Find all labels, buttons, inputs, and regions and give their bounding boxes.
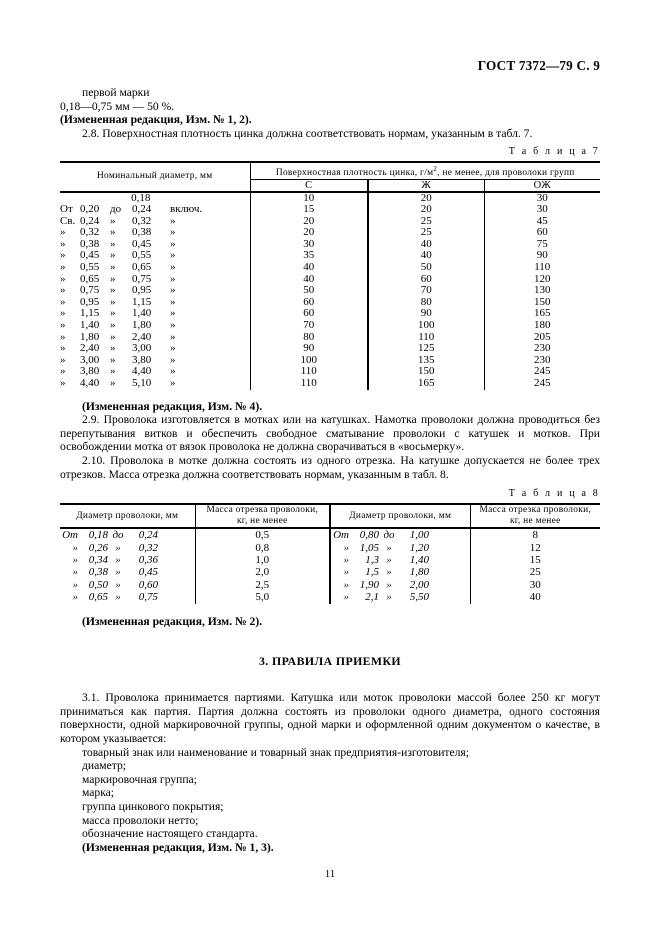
cell-diameter-value: 0,18 — [131, 191, 151, 204]
clause-2-10: 2.10. Проволока в мотке должна состоять из одного отрезка. На катушке допускается не более трех отрезков. Масса отрезка должна соответствовать нормам, указанным в табл. 8. — [60, 453, 600, 481]
cell-diameter-to: 0,24 — [132, 203, 152, 216]
cell-diameter-prefix: » — [72, 553, 78, 566]
list-item: масса проволоки нетто; — [82, 813, 199, 827]
cell-diameter-suffix: включ. — [170, 203, 203, 216]
cell-density-ozh: 110 — [484, 262, 600, 274]
cell-density-zh: 40 — [368, 239, 484, 251]
list-item: товарный знак или наименование и товарный знак предприятия-изготовителя; — [82, 745, 469, 759]
cell-density-ozh: 75 — [484, 239, 600, 251]
cell-diameter-sep: » — [110, 226, 116, 239]
table-7-caption: Т а б л и ц а 7 — [508, 146, 600, 158]
superscript-2: 2 — [433, 164, 438, 173]
cell-diameter-from: 1,15 — [80, 307, 100, 320]
table-row — [60, 320, 600, 332]
cell-diameter-prefix: » — [60, 272, 66, 285]
cell-diameter-2 — [330, 542, 470, 554]
cell-diameter-suffix: » — [170, 261, 176, 274]
cell-density-c: 20 — [250, 216, 368, 228]
cell-density-zh: 100 — [368, 320, 484, 332]
cell-diameter-to: 1,15 — [132, 295, 152, 308]
page-number: 11 — [324, 868, 336, 881]
cell-mass-2: 30 — [470, 579, 600, 591]
cell-diameter-1 — [60, 591, 195, 603]
cell-density-zh: 90 — [368, 308, 484, 320]
cell-diameter-prefix: Св. — [60, 214, 76, 227]
cell-diameter-to: 0,45 — [132, 237, 152, 250]
cell-diameter-from: 1,05 — [359, 541, 379, 554]
cell-diameter-sep: » — [115, 566, 121, 579]
cell-density-c: 80 — [250, 332, 368, 344]
cell-diameter-sep: » — [386, 591, 392, 604]
intro-line-2: 0,18—0,75 мм — 50 %. — [60, 99, 175, 113]
table-7-head — [60, 162, 600, 191]
cell-density-c: 40 — [250, 274, 368, 286]
table-7-body — [60, 192, 600, 390]
cell-diameter-from: 1,90 — [359, 578, 379, 591]
cell-mass-2: 25 — [470, 566, 600, 578]
table-8-caption: Т а б л и ц а 8 — [508, 488, 600, 500]
cell-diameter-to: 4,40 — [132, 365, 152, 378]
cell-diameter-to: 0,55 — [132, 249, 152, 262]
cell-density-c: 70 — [250, 320, 368, 332]
cell-diameter-sep: » — [386, 578, 392, 591]
cell-mass-2: 15 — [470, 554, 600, 566]
table-row — [60, 591, 600, 603]
cell-diameter-from: 4,40 — [80, 377, 100, 389]
cell-diameter-suffix: » — [170, 272, 176, 285]
table-7 — [60, 161, 600, 389]
cell-mass-1: 0,8 — [195, 542, 330, 554]
cell-diameter — [60, 262, 250, 274]
cell-diameter-to: 0,38 — [132, 226, 152, 239]
list-item: маркировочная группа; — [82, 772, 197, 786]
cell-diameter-from: 0,50 — [88, 578, 108, 591]
cell-density-ozh: 150 — [484, 297, 600, 309]
list-item: группа цинкового покрытия; — [82, 799, 224, 813]
table-7-col-ozh: ОЖ — [484, 179, 600, 192]
cell-density-ozh: 180 — [484, 320, 600, 332]
cell-diameter-prefix: » — [60, 284, 66, 297]
cell-mass-2: 12 — [470, 542, 600, 554]
table-row — [60, 528, 600, 541]
clause-2-9: 2.9. Проволока изготовляется в мотках или на катушках. Намотка проволоки должна проводиться без перепутывания витков и обеспечить свободное сматывание проволоки с катушек и мотков. При освобождении мотка от вязок проволока не должна сворачиваться в «восьмерку». — [60, 413, 600, 454]
cell-density-c: 30 — [250, 239, 368, 251]
cell-diameter-to: 1,80 — [409, 566, 429, 579]
cell-diameter-2 — [330, 528, 470, 541]
cell-diameter-1 — [60, 566, 195, 578]
cell-diameter-from: 0,32 — [80, 226, 100, 239]
cell-density-c: 15 — [250, 204, 368, 216]
cell-diameter-to: 1,40 — [409, 553, 429, 566]
cell-diameter-1 — [60, 579, 195, 591]
table-8-head — [60, 504, 600, 528]
cell-diameter-sep: » — [110, 365, 116, 378]
cell-diameter-to: 0,36 — [138, 553, 158, 566]
cell-diameter-prefix: » — [60, 261, 66, 274]
cell-diameter-sep: » — [110, 353, 116, 366]
cell-density-ozh: 130 — [484, 285, 600, 297]
cell-diameter-prefix: » — [72, 591, 78, 604]
cell-diameter-from: 3,80 — [80, 365, 100, 378]
table-8 — [60, 503, 600, 603]
cell-diameter-suffix: » — [170, 307, 176, 320]
table-8-col-mass-1 — [195, 504, 330, 528]
cell-density-c: 100 — [250, 355, 368, 367]
cell-diameter-sep: » — [110, 249, 116, 262]
cell-diameter-suffix: » — [170, 377, 176, 389]
cell-mass-2: 8 — [470, 528, 600, 541]
cell-diameter-from: 0,55 — [80, 261, 100, 274]
cell-diameter-from: 0,38 — [88, 566, 108, 579]
middle-block — [60, 400, 600, 482]
cell-diameter-from: 1,3 — [365, 553, 379, 566]
amendment-note-1-3: (Измененная редакция, Изм. № 1, 3). — [82, 840, 274, 854]
table-8-col-mass-1-line2: кг, не менее — [236, 516, 288, 527]
cell-diameter-1 — [60, 542, 195, 554]
cell-diameter-prefix: » — [343, 553, 349, 566]
cell-density-c: 60 — [250, 308, 368, 320]
table-row — [60, 566, 600, 578]
cell-diameter-suffix: » — [170, 284, 176, 297]
cell-diameter-prefix: От — [333, 529, 349, 542]
table-8-body — [60, 528, 600, 603]
table-8-col-diameter-1: Диаметр проволоки, мм — [60, 504, 195, 528]
cell-mass-1: 2,0 — [195, 566, 330, 578]
cell-diameter-sep: » — [110, 307, 116, 320]
cell-density-zh: 50 — [368, 262, 484, 274]
cell-diameter-sep: до — [112, 529, 124, 542]
cell-diameter-from: 1,80 — [80, 330, 100, 343]
table-7-col-c: С — [250, 179, 368, 192]
cell-density-c: 110 — [250, 378, 368, 390]
cell-diameter-sep: » — [386, 566, 392, 579]
cell-diameter-prefix: » — [60, 353, 66, 366]
table-row — [60, 262, 600, 274]
cell-diameter-sep: » — [115, 553, 121, 566]
cell-diameter-sep: » — [115, 591, 121, 604]
cell-diameter-from: 0,24 — [80, 214, 100, 227]
section-3-title: 3. ПРАВИЛА ПРИЕМКИ — [259, 654, 401, 669]
cell-diameter-from: 0,95 — [80, 295, 100, 308]
cell-density-c: 10 — [250, 192, 368, 205]
cell-density-ozh: 245 — [484, 366, 600, 378]
cell-density-zh: 60 — [368, 274, 484, 286]
cell-diameter-from: 0,45 — [80, 249, 100, 262]
table-row — [60, 579, 600, 591]
cell-mass-2: 40 — [470, 591, 600, 603]
cell-diameter-sep: » — [110, 377, 116, 389]
cell-diameter-sep: до — [110, 203, 122, 216]
cell-diameter-sep: » — [110, 214, 116, 227]
cell-diameter-from: 1,40 — [80, 319, 100, 332]
cell-diameter-suffix: » — [170, 237, 176, 250]
cell-diameter-suffix: » — [170, 319, 176, 332]
cell-diameter-1 — [60, 554, 195, 566]
cell-diameter-prefix: » — [343, 591, 349, 604]
cell-diameter-to: 5,10 — [132, 377, 152, 389]
cell-diameter-from: 1,5 — [365, 566, 379, 579]
cell-diameter-sep: » — [115, 541, 121, 554]
cell-diameter-sep: » — [110, 261, 116, 274]
cell-diameter — [60, 378, 250, 390]
cell-diameter-to: 0,95 — [132, 284, 152, 297]
table-8-col-mass-1-line1: Масса отрезка проволоки, — [206, 505, 319, 516]
cell-diameter-from: 0,18 — [88, 529, 108, 542]
table-8-col-mass-2-line1: Масса отрезка проволоки, — [479, 505, 592, 516]
cell-density-zh: 20 — [368, 192, 484, 205]
cell-diameter-to: 1,40 — [132, 307, 152, 320]
table-row — [60, 378, 600, 390]
cell-density-ozh: 165 — [484, 308, 600, 320]
cell-diameter-sep: » — [110, 295, 116, 308]
cell-diameter-prefix: » — [60, 237, 66, 250]
cell-density-zh: 80 — [368, 297, 484, 309]
cell-diameter-prefix: » — [60, 307, 66, 320]
table-7-span-label: Поверхностная плотность цинка, $г/м^2$, не менее, для проволоки групп — [275, 164, 575, 178]
table-8-col-mass-2-line2: кг, не менее — [509, 516, 561, 527]
cell-diameter-prefix: » — [60, 330, 66, 343]
cell-diameter-prefix: От — [60, 203, 73, 216]
cell-density-ozh: 30 — [484, 204, 600, 216]
cell-diameter-to: 1,20 — [409, 541, 429, 554]
amendment-note-4: (Измененная редакция, Изм. № 4). — [82, 399, 263, 413]
table-7-col-span-density — [250, 162, 600, 179]
cell-diameter-sep: » — [110, 330, 116, 343]
cell-diameter-to: 0,65 — [132, 261, 152, 274]
cell-density-zh: 165 — [368, 378, 484, 390]
cell-diameter-to: 0,32 — [132, 214, 152, 227]
cell-density-c: 40 — [250, 262, 368, 274]
cell-mass-1: 1,0 — [195, 554, 330, 566]
amendment-note-1: (Измененная редакция, Изм. № 1, 2). — [60, 113, 252, 127]
cell-density-ozh: 45 — [484, 216, 600, 228]
cell-density-ozh: 230 — [484, 343, 600, 355]
cell-density-zh: 135 — [368, 355, 484, 367]
cell-diameter-sep: » — [386, 553, 392, 566]
cell-diameter-to: 3,80 — [132, 353, 152, 366]
cell-diameter-2 — [330, 591, 470, 603]
intro-block — [60, 86, 600, 140]
table-row — [60, 204, 600, 216]
cell-diameter-sep: » — [110, 237, 116, 250]
cell-diameter-2 — [330, 554, 470, 566]
cell-diameter-prefix: » — [60, 377, 66, 389]
cell-diameter-to: 1,00 — [409, 529, 429, 542]
cell-diameter-suffix: » — [170, 365, 176, 378]
cell-diameter-prefix: » — [60, 319, 66, 332]
page-content — [60, 0, 600, 891]
cell-diameter-sep: » — [110, 342, 116, 355]
cell-diameter-from: 2,40 — [80, 342, 100, 355]
cell-mass-1: 0,5 — [195, 528, 330, 541]
cell-diameter-to: 0,45 — [138, 566, 158, 579]
cell-density-c: 90 — [250, 343, 368, 355]
cell-diameter-prefix: » — [72, 566, 78, 579]
table-7-col-diameter: Номинальный диаметр, мм — [60, 162, 250, 191]
cell-diameter-prefix: » — [72, 578, 78, 591]
intro-line-1: первой марки — [82, 86, 150, 99]
cell-mass-1: 2,5 — [195, 579, 330, 591]
cell-diameter-from: 0,26 — [88, 541, 108, 554]
cell-diameter-to: 5,50 — [409, 591, 429, 604]
cell-density-c: 60 — [250, 297, 368, 309]
cell-diameter-1 — [60, 528, 195, 541]
requirements-list — [60, 746, 600, 841]
cell-diameter-prefix: » — [343, 541, 349, 554]
cell-diameter-sep: » — [110, 284, 116, 297]
cell-mass-1: 5,0 — [195, 591, 330, 603]
cell-density-zh: 25 — [368, 227, 484, 239]
table-row — [60, 542, 600, 554]
cell-density-zh: 150 — [368, 366, 484, 378]
cell-diameter-prefix: » — [72, 541, 78, 554]
cell-diameter-prefix: » — [343, 566, 349, 579]
cell-diameter-2 — [330, 566, 470, 578]
cell-density-c: 35 — [250, 250, 368, 262]
list-item: обозначение настоящего стандарта. — [82, 827, 258, 841]
cell-diameter-to: 0,75 — [132, 272, 152, 285]
table-8-header-row — [60, 504, 600, 528]
cell-density-zh: 125 — [368, 343, 484, 355]
cell-diameter-from: 0,38 — [80, 237, 100, 250]
cell-density-zh: 20 — [368, 204, 484, 216]
cell-diameter-prefix: » — [60, 249, 66, 262]
cell-diameter-prefix: » — [60, 295, 66, 308]
cell-diameter-to: 2,00 — [409, 578, 429, 591]
page-header: ГОСТ 7372—79 С. 9 — [477, 58, 600, 73]
cell-density-ozh: 120 — [484, 274, 600, 286]
cell-diameter — [60, 204, 250, 216]
cell-diameter-to: 0,75 — [138, 591, 158, 604]
cell-density-ozh: 60 — [484, 227, 600, 239]
table-7-header-row-1 — [60, 162, 600, 179]
cell-density-zh: 70 — [368, 285, 484, 297]
cell-density-zh: 110 — [368, 332, 484, 344]
cell-diameter-from: 0,75 — [80, 284, 100, 297]
cell-diameter-to: 3,00 — [132, 342, 152, 355]
cell-density-zh: 25 — [368, 216, 484, 228]
table-8-col-diameter-2: Диаметр проволоки, мм — [330, 504, 470, 528]
clause-2-8: 2.8. Поверхностная плотность цинка должна соответствовать нормам, указанным в табл. 7. — [82, 126, 533, 140]
cell-diameter-from: 0,20 — [80, 203, 100, 216]
cell-diameter-suffix: » — [170, 226, 176, 239]
cell-diameter-suffix: » — [170, 214, 176, 227]
list-item: диаметр; — [82, 759, 126, 773]
cell-diameter-to: 0,60 — [138, 578, 158, 591]
cell-diameter-sep: до — [383, 529, 395, 542]
cell-diameter-suffix: » — [170, 249, 176, 262]
amendment-note-2: (Измененная редакция, Изм. № 2). — [82, 614, 263, 628]
cell-diameter — [60, 320, 250, 332]
cell-diameter-suffix: » — [170, 353, 176, 366]
cell-diameter-sep: » — [110, 272, 116, 285]
list-item: марка; — [82, 786, 115, 800]
cell-diameter-prefix: » — [60, 365, 66, 378]
cell-density-ozh: 245 — [484, 378, 600, 390]
clause-3-1: 3.1. Проволока принимается партиями. Катушка или моток проволоки массой более 250 кг могут приниматься как партия. Партия должна состоять из проволоки одного диаметра, одного состояния поверхности, одной маркировочной группы, одной марки и оформленной одним документом о качестве, в котором указывается: — [60, 691, 600, 745]
cell-diameter-from: 0,65 — [88, 591, 108, 604]
cell-density-ozh: 90 — [484, 250, 600, 262]
cell-density-c: 110 — [250, 366, 368, 378]
cell-diameter-prefix: » — [60, 342, 66, 355]
cell-diameter-suffix: » — [170, 295, 176, 308]
cell-diameter-to: 2,40 — [132, 330, 152, 343]
cell-diameter-to: 1,80 — [132, 319, 152, 332]
cell-diameter-from: 0,34 — [88, 553, 108, 566]
cell-diameter-suffix: » — [170, 330, 176, 343]
cell-diameter-sep: » — [386, 541, 392, 554]
table-8-col-mass-2 — [470, 504, 600, 528]
cell-diameter-to: 0,24 — [138, 529, 158, 542]
cell-density-c: 50 — [250, 285, 368, 297]
cell-diameter-from: 0,65 — [80, 272, 100, 285]
cell-diameter-to: 0,32 — [138, 541, 158, 554]
cell-diameter-prefix: » — [343, 578, 349, 591]
cell-diameter-sep: » — [115, 578, 121, 591]
cell-diameter-from: 0,80 — [359, 529, 379, 542]
cell-diameter-from: 3,00 — [80, 353, 100, 366]
cell-diameter-suffix: » — [170, 342, 176, 355]
cell-density-zh: 40 — [368, 250, 484, 262]
cell-diameter-prefix: От — [62, 529, 78, 542]
cell-density-ozh: 30 — [484, 192, 600, 205]
cell-diameter-from: 2,1 — [365, 591, 379, 604]
cell-diameter-sep: » — [110, 319, 116, 332]
cell-density-ozh: 230 — [484, 355, 600, 367]
cell-diameter-prefix: » — [60, 226, 66, 239]
cell-density-c: 20 — [250, 227, 368, 239]
table-row — [60, 554, 600, 566]
table-7-col-zh: Ж — [368, 179, 484, 192]
cell-diameter-2 — [330, 579, 470, 591]
cell-density-ozh: 205 — [484, 332, 600, 344]
